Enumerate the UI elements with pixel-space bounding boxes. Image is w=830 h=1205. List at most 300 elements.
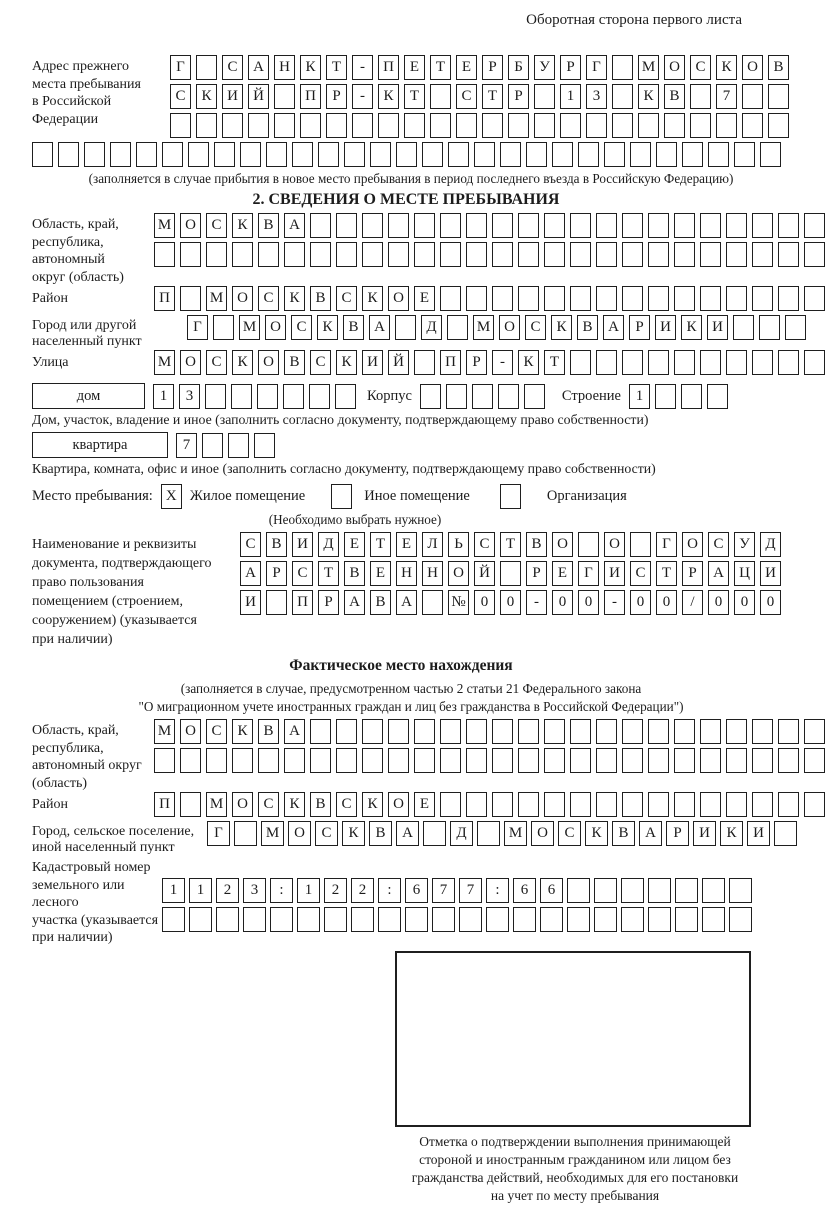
char-cell: К: [336, 350, 357, 375]
char-cell: 0: [734, 590, 755, 615]
char-grid-row: [629, 384, 733, 409]
char-cell: [726, 748, 747, 773]
char-cell: [700, 286, 721, 311]
char-cell: К: [585, 821, 608, 846]
char-cell: П: [378, 55, 399, 80]
char-cell: [690, 113, 711, 138]
char-cell: С: [170, 84, 191, 109]
char-cell: [759, 315, 780, 340]
char-cell: [648, 242, 669, 267]
char-cell: [309, 384, 330, 409]
char-cell: [752, 350, 773, 375]
char-cell: [216, 907, 239, 932]
char-cell: 3: [179, 384, 200, 409]
label-line: при наличии): [32, 930, 113, 945]
char-cell: [414, 748, 435, 773]
char-cell: [674, 242, 695, 267]
char-cell: [284, 242, 305, 267]
char-cell: С: [525, 315, 546, 340]
label-line: Область, край,: [32, 723, 119, 738]
char-cell: Й: [248, 84, 269, 109]
char-cell: [214, 142, 235, 167]
char-cell: И: [760, 561, 781, 586]
char-cell: 0: [552, 590, 573, 615]
char-cell: О: [180, 719, 201, 744]
char-cell: [648, 907, 671, 932]
char-cell: Т: [482, 84, 503, 109]
char-cell: 7: [176, 433, 197, 458]
char-cell: С: [690, 55, 711, 80]
char-cell: [206, 748, 227, 773]
char-cell: [518, 242, 539, 267]
char-cell: 1: [153, 384, 174, 409]
char-cell: [655, 384, 676, 409]
char-cell: [518, 286, 539, 311]
char-cell: С: [292, 561, 313, 586]
char-cell: Г: [187, 315, 208, 340]
char-cell: М: [206, 286, 227, 311]
char-cell: [700, 719, 721, 744]
char-cell: [477, 821, 500, 846]
char-cell: О: [552, 532, 573, 557]
char-cell: А: [344, 590, 365, 615]
char-cell: В: [284, 350, 305, 375]
char-cell: [395, 315, 416, 340]
char-cell: [700, 242, 721, 267]
char-cell: [622, 213, 643, 238]
char-cell: [188, 142, 209, 167]
label-line: Адрес прежнего: [32, 59, 129, 74]
char-cell: Е: [456, 55, 477, 80]
char-cell: Т: [430, 55, 451, 80]
char-grid-row: [187, 315, 811, 340]
char-cell: [586, 113, 607, 138]
char-cell: [596, 213, 617, 238]
char-cell: [729, 907, 752, 932]
char-cell: С: [258, 286, 279, 311]
char-cell: П: [440, 350, 461, 375]
char-grid-row: [240, 590, 800, 615]
char-cell: [180, 286, 201, 311]
char-cell: [621, 907, 644, 932]
char-cell: [518, 719, 539, 744]
char-cell: 3: [243, 878, 266, 903]
label-line: земельного или лесного: [32, 877, 125, 910]
char-cell: Т: [404, 84, 425, 109]
char-cell: [344, 142, 365, 167]
char-cell: [648, 792, 669, 817]
char-cell: [664, 113, 685, 138]
char-cell: [726, 350, 747, 375]
char-cell: К: [232, 350, 253, 375]
char-cell: [180, 242, 201, 267]
char-cell: Д: [450, 821, 473, 846]
char-cell: А: [284, 213, 305, 238]
char-cell: В: [310, 792, 331, 817]
char-cell: [414, 242, 435, 267]
char-cell: [622, 350, 643, 375]
char-cell: [336, 213, 357, 238]
char-cell: [544, 719, 565, 744]
char-cell: М: [154, 213, 175, 238]
char-cell: [544, 242, 565, 267]
char-cell: [482, 113, 503, 138]
char-cell: 1: [189, 878, 212, 903]
char-cell: [326, 113, 347, 138]
char-cell: [752, 286, 773, 311]
char-cell: [388, 213, 409, 238]
char-cell: С: [310, 350, 331, 375]
char-cell: 2: [216, 878, 239, 903]
char-cell: О: [288, 821, 311, 846]
char-cell: [534, 84, 555, 109]
char-cell: [336, 242, 357, 267]
char-cell: [648, 213, 669, 238]
char-cell: [422, 590, 443, 615]
char-cell: [378, 907, 401, 932]
char-grid-row: [170, 55, 800, 80]
char-cell: [702, 878, 725, 903]
char-cell: [58, 142, 79, 167]
char-cell: [804, 792, 825, 817]
prev-address-field: [32, 55, 800, 142]
char-cell: [774, 821, 797, 846]
char-cell: [734, 142, 755, 167]
char-cell: 7: [432, 878, 455, 903]
char-cell: А: [248, 55, 269, 80]
fact-raion-field: [32, 792, 800, 821]
char-cell: [570, 213, 591, 238]
char-cell: [492, 286, 513, 311]
char-cell: [448, 142, 469, 167]
char-cell: М: [154, 719, 175, 744]
char-cell: Г: [207, 821, 230, 846]
char-cell: В: [310, 286, 331, 311]
char-cell: К: [681, 315, 702, 340]
char-cell: [180, 792, 201, 817]
char-cell: [447, 315, 468, 340]
char-cell: [466, 719, 487, 744]
char-cell: С: [474, 532, 495, 557]
char-cell: [656, 142, 677, 167]
char-cell: 6: [540, 878, 563, 903]
char-cell: К: [300, 55, 321, 80]
char-cell: Г: [578, 561, 599, 586]
char-cell: [432, 907, 455, 932]
char-cell: С: [456, 84, 477, 109]
char-cell: [630, 532, 651, 557]
char-cell: А: [284, 719, 305, 744]
char-cell: Н: [396, 561, 417, 586]
ulitsa-label: Улица: [32, 355, 69, 370]
char-cell: [232, 748, 253, 773]
char-cell: [612, 55, 633, 80]
fact-note-line1: (заполняется в случае, предусмотренном частью 2 статьи 21 Федерального закона: [180, 681, 642, 696]
char-cell: [544, 286, 565, 311]
char-cell: [231, 384, 252, 409]
char-cell: К: [638, 84, 659, 109]
caption-line: гражданства действий, необходимых для его постановки: [411, 1169, 739, 1185]
char-cell: /: [682, 590, 703, 615]
char-cell: [570, 242, 591, 267]
char-cell: [270, 907, 293, 932]
char-cell: [760, 142, 781, 167]
char-grid-row: [240, 532, 800, 557]
char-cell: [778, 350, 799, 375]
label-line: Наименование и реквизиты: [32, 537, 197, 552]
char-cell: [310, 242, 331, 267]
kadastr-label: [32, 856, 162, 947]
char-cell: [567, 907, 590, 932]
char-cell: П: [292, 590, 313, 615]
char-cell: К: [362, 792, 383, 817]
char-cell: [544, 792, 565, 817]
char-cell: [596, 792, 617, 817]
label-line: помещением (строением,: [32, 594, 183, 609]
char-cell: [472, 384, 493, 409]
char-cell: [682, 142, 703, 167]
char-cell: [162, 907, 185, 932]
char-cell: К: [232, 719, 253, 744]
char-cell: Р: [526, 561, 547, 586]
char-cell: [560, 113, 581, 138]
char-cell: [534, 113, 555, 138]
char-cell: Л: [422, 532, 443, 557]
char-grid-row: [154, 242, 830, 267]
char-cell: О: [531, 821, 554, 846]
char-cell: [351, 907, 374, 932]
char-cell: [466, 286, 487, 311]
char-cell: И: [655, 315, 676, 340]
char-grid-row: [32, 142, 800, 167]
char-cell: [405, 907, 428, 932]
char-cell: [362, 748, 383, 773]
char-cell: -: [352, 55, 373, 80]
label-line: Город, сельское поселение,: [32, 824, 195, 839]
char-cell: 1: [560, 84, 581, 109]
char-cell: А: [708, 561, 729, 586]
char-cell: С: [206, 213, 227, 238]
char-cell: [674, 350, 695, 375]
fact-gorod-field: [32, 821, 800, 856]
char-cell: С: [222, 55, 243, 80]
char-cell: К: [317, 315, 338, 340]
char-cell: [785, 315, 806, 340]
label-line: места пребывания: [32, 76, 141, 92]
kvartira-box-label: квартира: [32, 432, 168, 458]
char-grid-row: [170, 113, 800, 138]
char-cell: [423, 821, 446, 846]
char-cell: [729, 878, 752, 903]
char-cell: [544, 213, 565, 238]
char-cell: [648, 878, 671, 903]
char-cell: [804, 748, 825, 773]
label-line: округ (область): [32, 269, 124, 285]
char-cell: [202, 433, 223, 458]
ulitsa-field: [32, 350, 800, 379]
kvartira-note: Квартира, комната, офис и иное (заполнить согласно документу, подтверждающему право собственности): [32, 461, 656, 476]
char-cell: П: [154, 792, 175, 817]
char-cell: [570, 719, 591, 744]
char-cell: [162, 142, 183, 167]
fact-oblast-label: [32, 719, 154, 792]
char-cell: [486, 907, 509, 932]
char-cell: [700, 213, 721, 238]
char-cell: Е: [414, 286, 435, 311]
char-cell: 0: [474, 590, 495, 615]
char-cell: [778, 748, 799, 773]
char-cell: [733, 315, 754, 340]
char-cell: [474, 142, 495, 167]
char-cell: -: [352, 84, 373, 109]
char-cell: С: [336, 792, 357, 817]
label-line: сооружением) (указывается: [32, 613, 197, 628]
char-cell: 7: [716, 84, 737, 109]
char-cell: В: [526, 532, 547, 557]
char-cell: [213, 315, 234, 340]
char-cell: [257, 384, 278, 409]
char-cell: [778, 792, 799, 817]
char-cell: В: [343, 315, 364, 340]
char-cell: [674, 792, 695, 817]
char-cell: [674, 286, 695, 311]
label-line: право пользования: [32, 575, 144, 590]
caption-line: на учет по месту пребывания: [490, 1187, 660, 1203]
char-grid-row: [240, 561, 800, 586]
char-cell: И: [707, 315, 728, 340]
char-cell: [578, 142, 599, 167]
char-cell: М: [206, 792, 227, 817]
char-cell: О: [682, 532, 703, 557]
char-cell: [414, 719, 435, 744]
char-cell: [446, 384, 467, 409]
char-grid-row: [154, 286, 830, 311]
char-cell: Т: [656, 561, 677, 586]
char-cell: К: [362, 286, 383, 311]
char-cell: Т: [544, 350, 565, 375]
label-line: республика,: [32, 234, 104, 250]
char-cell: А: [396, 590, 417, 615]
char-cell: [778, 286, 799, 311]
char-cell: [778, 213, 799, 238]
mesto-prebyvaniya-line: [32, 483, 800, 510]
char-cell: [726, 792, 747, 817]
dom-box-label: дом: [32, 383, 145, 409]
char-cell: [752, 792, 773, 817]
char-cell: Б: [508, 55, 529, 80]
char-cell: [768, 84, 789, 109]
char-cell: Р: [466, 350, 487, 375]
char-grid-row: [207, 821, 801, 846]
char-cell: [570, 350, 591, 375]
char-cell: [804, 286, 825, 311]
char-cell: [189, 907, 212, 932]
char-cell: А: [369, 315, 390, 340]
char-cell: [440, 748, 461, 773]
char-cell: [622, 792, 643, 817]
document-label: [32, 532, 240, 649]
char-cell: [518, 748, 539, 773]
char-cell: О: [265, 315, 286, 340]
char-cell: №: [448, 590, 469, 615]
kvartira-line: [32, 431, 800, 459]
char-cell: [594, 907, 617, 932]
char-cell: [596, 286, 617, 311]
char-cell: [430, 84, 451, 109]
gorod-label: [32, 315, 187, 350]
char-cell: В: [768, 55, 789, 80]
char-cell: М: [504, 821, 527, 846]
char-cell: С: [630, 561, 651, 586]
label-line: Федерации: [32, 111, 99, 127]
char-cell: И: [604, 561, 625, 586]
char-grid-row: [420, 384, 550, 409]
char-cell: [675, 878, 698, 903]
char-cell: В: [266, 532, 287, 557]
label-line: Город или другой: [32, 318, 137, 333]
char-cell: [110, 142, 131, 167]
char-cell: [596, 719, 617, 744]
char-cell: О: [232, 792, 253, 817]
char-cell: С: [206, 350, 227, 375]
char-cell: [648, 748, 669, 773]
char-cell: [707, 384, 728, 409]
char-grid-row: [154, 748, 830, 773]
kadastr-field: [32, 856, 800, 947]
char-cell: [518, 213, 539, 238]
char-cell: [297, 907, 320, 932]
char-cell: О: [232, 286, 253, 311]
char-cell: [274, 84, 295, 109]
fact-oblast-field: [32, 719, 800, 792]
char-cell: Д: [421, 315, 442, 340]
char-cell: [180, 748, 201, 773]
char-cell: [578, 532, 599, 557]
char-cell: [254, 433, 275, 458]
char-cell: [283, 384, 304, 409]
char-cell: С: [240, 532, 261, 557]
raion-field: [32, 286, 800, 315]
char-cell: А: [240, 561, 261, 586]
label-line: автономный округ: [32, 758, 142, 773]
char-cell: 1: [629, 384, 650, 409]
char-cell: [570, 792, 591, 817]
char-cell: А: [639, 821, 662, 846]
char-cell: 0: [708, 590, 729, 615]
char-cell: [362, 242, 383, 267]
char-cell: [622, 719, 643, 744]
char-cell: К: [232, 213, 253, 238]
label-line: документа, подтверждающего: [32, 556, 212, 571]
char-cell: О: [664, 55, 685, 80]
char-grid-row: [162, 907, 800, 932]
char-cell: В: [612, 821, 635, 846]
char-cell: [540, 907, 563, 932]
char-cell: [700, 792, 721, 817]
char-cell: В: [344, 561, 365, 586]
char-cell: [466, 792, 487, 817]
char-cell: [681, 384, 702, 409]
char-cell: [440, 792, 461, 817]
char-cell: [726, 213, 747, 238]
char-cell: С: [336, 286, 357, 311]
char-cell: Г: [586, 55, 607, 80]
char-cell: [492, 748, 513, 773]
char-cell: [596, 748, 617, 773]
char-cell: О: [388, 792, 409, 817]
char-cell: [702, 907, 725, 932]
char-cell: 7: [459, 878, 482, 903]
